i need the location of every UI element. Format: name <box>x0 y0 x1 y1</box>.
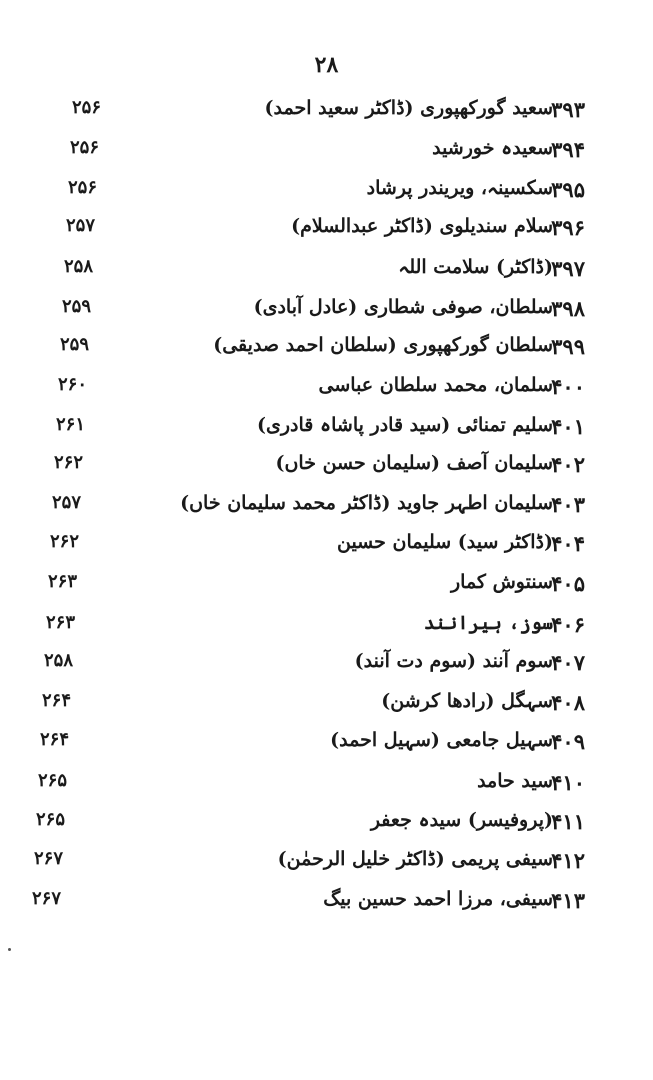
index-row <box>0 531 653 565</box>
entry-name: سلام سندیلوی (ڈاکٹر عبدالسلام) <box>291 215 553 237</box>
serial-number: ۴۰۳ <box>551 492 585 517</box>
page-number: ۲۸ <box>314 52 339 78</box>
page-reference: ۲۵۷ <box>66 215 96 236</box>
entry-name: سوز، ہیرانند <box>423 612 553 634</box>
entry-name: سلیم تمنائی (سید قادر پاشاہ قادری) <box>257 414 553 436</box>
entry-name: سعید گورکھپوری (ڈاکٹر سعید احمد) <box>264 97 553 119</box>
entry-name: سلطان، صوفی شطاری (عادل آبادی) <box>253 296 553 318</box>
page-reference: ۲۶۰ <box>58 374 88 395</box>
page-reference: ۲۶۴ <box>40 729 70 750</box>
entry-name: سلطان گورکھپوری (سلطان احمد صدیقی) <box>213 334 553 356</box>
serial-number: ۳۹۶ <box>551 215 585 240</box>
entry-name: سیفی، مرزا احمد حسین بیگ <box>323 888 553 910</box>
index-row <box>0 452 653 486</box>
serial-number: ۴۰۱ <box>551 414 585 439</box>
page-reference: ۲۵۷ <box>52 492 82 513</box>
entry-name: سہگل (رادھا کرشن) <box>381 690 553 712</box>
index-row <box>0 650 653 684</box>
index-row <box>0 137 653 171</box>
scan-speck <box>8 948 11 951</box>
page-reference: ۲۵۶ <box>68 177 98 198</box>
entry-name: (پروفیسر) سیدہ جعفر <box>370 809 553 831</box>
serial-number: ۴۰۲ <box>551 452 585 477</box>
page-reference: ۲۵۶ <box>70 137 100 158</box>
serial-number: ۴۱۱ <box>551 809 585 834</box>
serial-number: ۳۹۵ <box>551 177 585 202</box>
serial-number: ۳۹۳ <box>551 97 585 122</box>
index-row <box>0 97 653 131</box>
entry-name: سیفی پریمی (ڈاکٹر خلیل الرحمٰن) <box>277 848 553 870</box>
serial-number: ۴۱۳ <box>551 888 585 913</box>
serial-number: ۴۱۲ <box>551 848 585 873</box>
index-row <box>0 848 653 882</box>
serial-number: ۴۰۴ <box>551 531 585 556</box>
index-row <box>0 215 653 249</box>
page-reference: ۲۶۴ <box>42 690 72 711</box>
page-reference: ۲۵۹ <box>62 296 92 317</box>
entry-name: (ڈاکٹر) سلامت اللہ <box>398 256 553 278</box>
index-row <box>0 888 653 922</box>
index-row <box>0 571 653 605</box>
entry-name: سلمان، محمد سلطان عباسی <box>318 374 553 396</box>
index-row <box>0 296 653 330</box>
page-reference: ۲۵۸ <box>44 650 74 671</box>
page-reference: ۲۶۱ <box>56 414 86 435</box>
entry-name: سنتوش کمار <box>450 571 553 593</box>
index-row <box>0 729 653 763</box>
page-reference: ۲۶۳ <box>46 612 76 633</box>
serial-number: ۴۰۶ <box>551 612 585 637</box>
index-row <box>0 770 653 804</box>
serial-number: ۴۱۰ <box>551 770 585 795</box>
page-reference: ۲۶۲ <box>50 531 80 552</box>
page-reference: ۲۶۷ <box>32 888 62 909</box>
serial-number: ۴۰۹ <box>551 729 585 754</box>
entry-name: سہیل جامعی (سہیل احمد) <box>330 729 553 751</box>
page-reference: ۲۶۵ <box>38 770 68 791</box>
index-row <box>0 374 653 408</box>
page-reference: ۲۶۷ <box>34 848 64 869</box>
index-row <box>0 414 653 448</box>
index-row <box>0 256 653 290</box>
entry-name: سکسینہ، ویریندر پرشاد <box>366 177 553 199</box>
serial-number: ۳۹۴ <box>551 137 585 162</box>
serial-number: ۴۰۸ <box>551 690 585 715</box>
page-reference: ۲۵۹ <box>60 334 90 355</box>
index-row <box>0 177 653 211</box>
serial-number: ۳۹۸ <box>551 296 585 321</box>
serial-number: ۳۹۷ <box>551 256 585 281</box>
page-reference: ۲۶۵ <box>36 809 66 830</box>
page-reference: ۲۵۶ <box>72 97 102 118</box>
serial-number: ۴۰۵ <box>551 571 585 596</box>
entry-name: (ڈاکٹر سید) سلیمان حسین <box>336 531 553 553</box>
entry-name: سید حامد <box>477 770 553 792</box>
index-row <box>0 334 653 368</box>
entry-name: سلیمان آصف (سلیمان حسن خاں) <box>275 452 553 474</box>
entry-name: سعیدہ خورشید <box>432 137 553 159</box>
index-row <box>0 690 653 724</box>
serial-number: ۴۰۷ <box>551 650 585 675</box>
entry-name: سوم آنند (سوم دت آنند) <box>354 650 553 672</box>
page-reference: ۲۵۸ <box>64 256 94 277</box>
serial-number: ۳۹۹ <box>551 334 585 359</box>
entry-name: سلیمان اطہر جاوید (ڈاکٹر محمد سلیمان خاں) <box>180 492 553 514</box>
page-reference: ۲۶۳ <box>48 571 78 592</box>
index-row <box>0 492 653 526</box>
page-reference: ۲۶۲ <box>54 452 84 473</box>
index-row <box>0 809 653 843</box>
index-row <box>0 612 653 646</box>
serial-number: ۴۰۰ <box>551 374 585 399</box>
